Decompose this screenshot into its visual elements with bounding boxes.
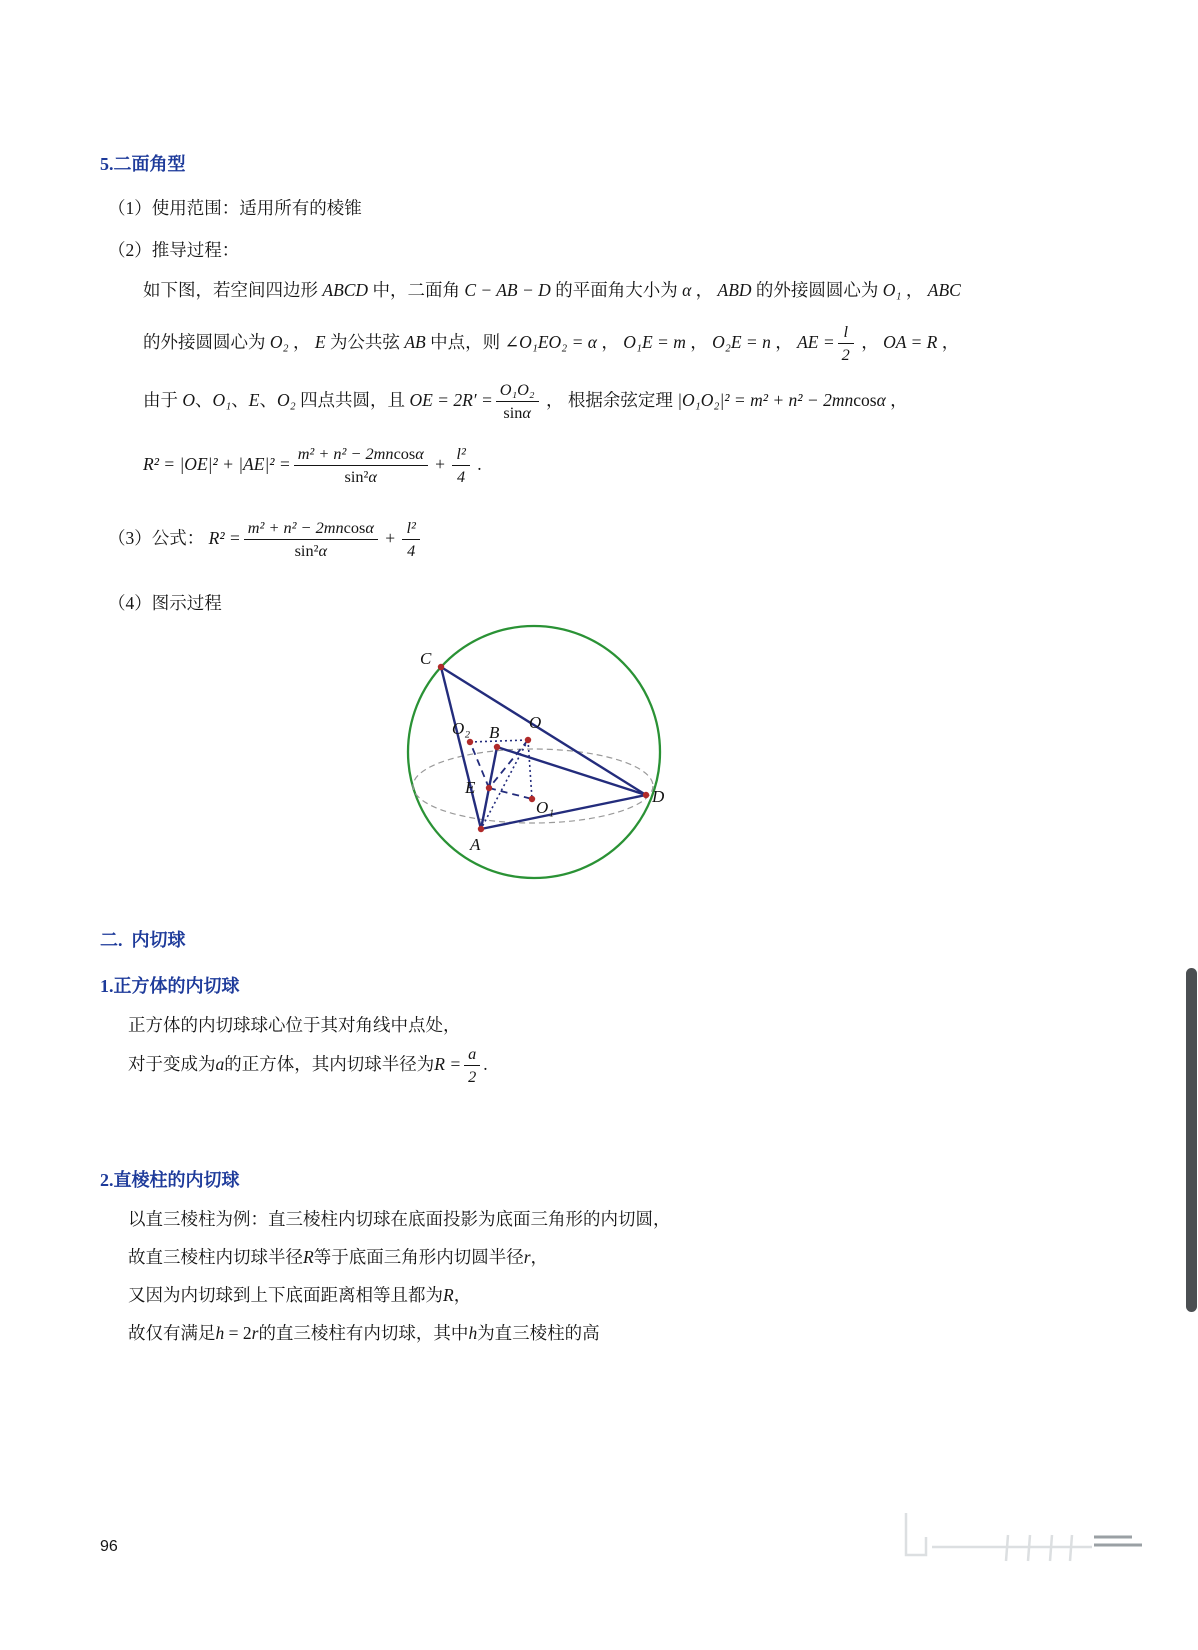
cube-subsection-title: 1.正方体的内切球 <box>100 976 240 996</box>
derivation-line-1: 如下图，若空间四边形 ABCD 中，二面角 C − AB − D 的平面角大小为 α ， ABD 的外接圆圆心为 O₁ ， ABC <box>143 280 961 300</box>
prism-subsection-title: 2.直棱柱的内切球 <box>100 1170 240 1190</box>
point-O2 <box>467 739 473 745</box>
section-two-title: 二. 内切球 <box>100 930 186 950</box>
derivation-line-2: 的外接圆圆心为 O₂ ， E 为公共弦 AB 中点，则 ∠O₁EO₂ = α ， O₁E = m ， O₂E = n ， AE = $\frac{l}{2}$ ， OA = R ， <box>143 323 960 365</box>
label-O: O <box>529 713 542 732</box>
point-A <box>478 826 484 832</box>
point-O <box>525 737 531 743</box>
scrollbar-thumb[interactable] <box>1186 968 1197 1312</box>
watermark-bracket <box>906 1513 926 1555</box>
derive-line: （2）推导过程： <box>108 240 240 260</box>
formula-line: （3）公式： R² = $\frac{\text{m² + n² − 2mncosα}}{\text{sin²α}}$ + $\frac{\text{l²}}{4}$ <box>108 518 423 562</box>
prism-line-2: 故直三棱柱内切球半径R等于底面三角形内切圆半径r， <box>128 1247 549 1267</box>
label-O1: O₁ <box>536 798 555 817</box>
label-E: E <box>465 778 476 797</box>
edge-AD <box>481 795 646 829</box>
label-O2: O₂ <box>452 719 471 738</box>
prism-line-1: 以直三棱柱为例：直三棱柱内切球在底面投影为底面三角形的内切圆， <box>128 1209 671 1229</box>
cube-line-2: 对于变成为a的正方体，其内切球半径为R = $\frac{a}{2}$ . <box>128 1045 488 1087</box>
derivation-line-3: 由于 O、O₁、E、O₂ 四点共圆，且 OE = 2R′ = $\frac{\text{O₁O₂}}{\sin\alpha}$ ， 根据余弦定理 |O₁O₂|² = m² + n² − 2mncosα ， <box>143 381 908 423</box>
cube-line-1: 正方体的内切球球心位于其对角线中点处， <box>128 1015 461 1035</box>
point-C <box>438 664 444 670</box>
derivation-line-4: R² = |OE|² + |AE|² = $\frac{\text{m² + n² − 2mncosα}}{\text{sin²α}}$ + $\frac{\text{l²}}{4}$ . <box>143 445 482 487</box>
watermark-tick-1 <box>1006 1535 1008 1561</box>
edge-CD <box>441 667 646 795</box>
point-O1 <box>529 796 535 802</box>
label-C: C <box>420 649 432 668</box>
point-B <box>494 744 500 750</box>
point-E <box>486 785 492 791</box>
prism-line-3: 又因为内切球到上下底面距离相等且都为R， <box>128 1285 472 1305</box>
watermark-tick-3 <box>1050 1535 1052 1561</box>
watermark-marks <box>880 1495 1160 1585</box>
label-B: B <box>489 723 500 742</box>
geometry-diagram <box>385 608 695 898</box>
segment-E-O1 <box>489 788 532 799</box>
watermark-tick-2 <box>1028 1535 1030 1561</box>
edge-BD <box>497 747 646 795</box>
label-A: A <box>470 835 481 854</box>
page-number: 96 <box>100 1538 118 1555</box>
illustration-line: （4）图示过程 <box>108 593 222 613</box>
prism-line-4: 故仅有满足h = 2r的直三棱柱有内切球，其中h为直三棱柱的高 <box>128 1323 600 1343</box>
watermark-tick-4 <box>1070 1535 1072 1561</box>
point-D <box>643 792 649 798</box>
edge-CA <box>441 667 481 829</box>
label-D: D <box>652 787 665 806</box>
circumscribed-circle <box>408 626 660 878</box>
scope-line: （1）使用范围：适用所有的棱锥 <box>108 198 362 218</box>
section5-title: 5.二面角型 <box>100 154 186 174</box>
